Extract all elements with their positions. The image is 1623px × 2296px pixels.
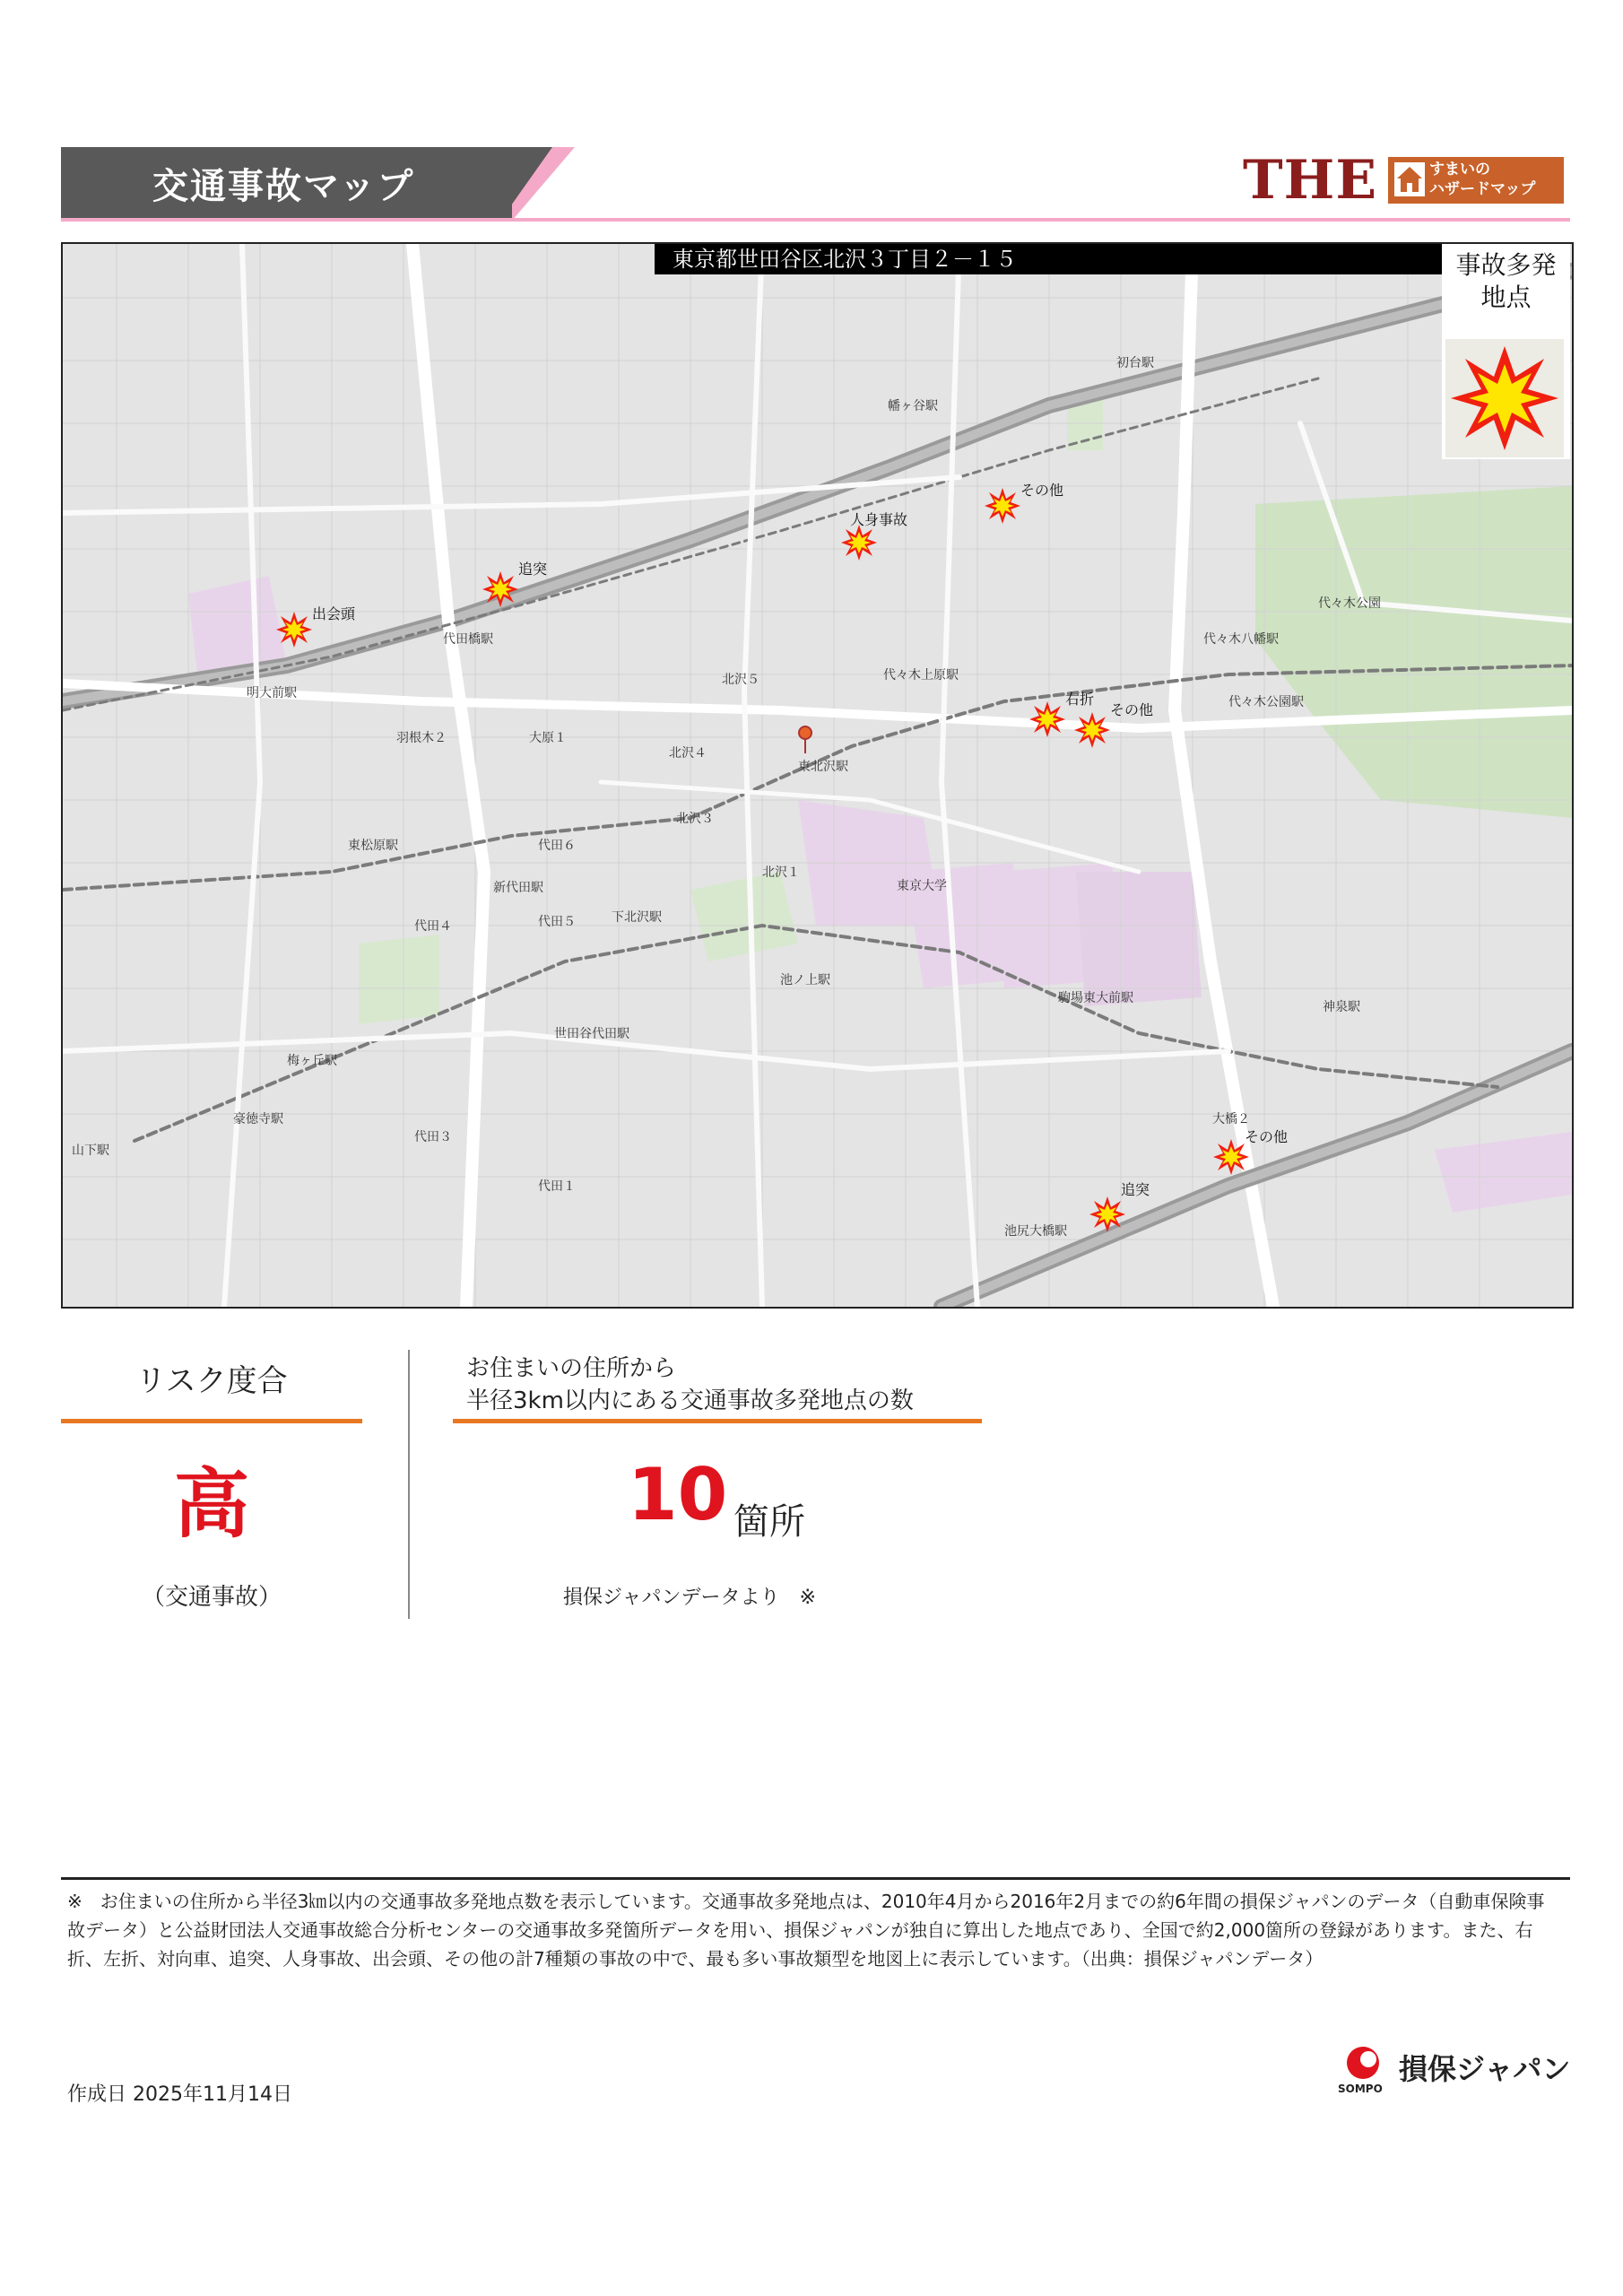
place-label: 大橋２ [1212, 1112, 1250, 1126]
count-title: お住まいの住所から 半径3km以内にある交通事故多発地点の数 [466, 1355, 914, 1414]
place-label: 代々木公園 [1318, 596, 1381, 611]
legend-icon-bg [1445, 339, 1564, 457]
accident-count: 10 [628, 1453, 728, 1536]
company-name: 損保ジャパン [1399, 2052, 1571, 2086]
accident-marker-icon [1028, 700, 1067, 739]
place-label: 大原１ [529, 731, 567, 745]
place-label: 代々木八幡駅 [1203, 632, 1279, 647]
accident-marker-label: 右折 [1065, 691, 1095, 708]
place-label: 池ノ上駅 [780, 973, 830, 987]
place-label: 駒場東大前駅 [1058, 991, 1133, 1005]
accident-marker-icon [1088, 1195, 1127, 1234]
accident-count-unit: 箇所 [733, 1501, 805, 1543]
footer-rule [61, 1877, 1570, 1880]
accident-marker-label: 追突 [1121, 1181, 1150, 1198]
brand-logo-subtitle: すまいの ハザードマップ [1429, 161, 1536, 198]
accident-marker-label: 人身事故 [850, 511, 908, 528]
summary-divider [408, 1350, 410, 1619]
count-underline [453, 1419, 982, 1423]
page-title: 交通事故マップ [152, 166, 415, 207]
place-label: 代田橋駅 [443, 632, 493, 647]
place-label: 代々木上原駅 [883, 668, 959, 683]
accident-marker-icon [1072, 710, 1112, 750]
place-label: 代々木公園駅 [1228, 695, 1304, 709]
risk-underline [61, 1419, 362, 1423]
place-label: 代田５ [538, 915, 576, 929]
accident-map[interactable] [61, 242, 1574, 1309]
company-name-en: SOMPO [1338, 2083, 1383, 2095]
place-label: 山下駅 [72, 1144, 109, 1158]
place-label: 東京大学 [897, 879, 947, 893]
accident-marker-icon [481, 570, 520, 609]
risk-note: （交通事故） [141, 1584, 282, 1611]
place-label: 代田６ [538, 839, 576, 853]
accident-marker-label: その他 [1110, 701, 1154, 718]
brand-logo: THE [1243, 149, 1378, 212]
accident-marker-label: 出会頭 [312, 605, 356, 622]
place-label: 梅ヶ丘駅 [287, 1054, 337, 1068]
place-label: 新代田駅 [493, 881, 543, 895]
place-label: 北沢４ [669, 746, 707, 761]
accident-marker-label: その他 [1245, 1128, 1289, 1145]
accident-marker-icon [983, 486, 1022, 526]
risk-title: リスク度合 [135, 1363, 288, 1399]
place-label: 東松原駅 [348, 839, 398, 853]
legend-label: 事故多発 地点 [1455, 250, 1557, 312]
place-label: 明大前駅 [247, 686, 297, 700]
accident-marker-icon [274, 610, 314, 649]
place-label: 北沢１ [762, 865, 800, 880]
place-label: 代田４ [414, 919, 452, 934]
header-accent-dark [500, 147, 552, 221]
park-hanegi [359, 935, 439, 1024]
count-source: 損保ジャパンデータより ※ [563, 1587, 816, 1609]
place-label: 初台駅 [1116, 356, 1154, 370]
place-label: 北沢３ [676, 812, 714, 826]
place-label: 世田谷代田駅 [554, 1027, 629, 1041]
accident-marker-label: その他 [1020, 482, 1064, 499]
accident-burst-icon [1445, 339, 1564, 457]
place-label: 北沢５ [722, 673, 759, 687]
place-label: 代田３ [414, 1130, 452, 1144]
place-label: 羽根木２ [396, 731, 447, 745]
place-label: 豪徳寺駅 [233, 1112, 283, 1126]
header-underline [61, 218, 1570, 222]
place-label: 神泉駅 [1323, 1000, 1360, 1014]
place-label: 池尻大橋駅 [1004, 1224, 1067, 1239]
place-label: 東北沢駅 [798, 760, 848, 774]
footer-note: ※ お住まいの住所から半径3㎞以内の交通事故多発地点数を表示しています。交通事故多発地点は、2010年4月から2016年2月までの約6年間の損保ジャパンのデータ（自動車保険事故データ）と公益財団法人交通事故総合分析センターの交通事故多発箇所データを用い、損保ジャパンが独自に算出した地点であり、全国で約2,000箇所の登録があります。また、右折、左折、対向車、追突、人身事故、出会頭、その他の計7種類の事故の中で、最も多い事故類型を地図上に表示しています。（出典：損保ジャパンデータ） [67, 1891, 1545, 1970]
place-label: 代田１ [538, 1179, 576, 1194]
sompo-logo-icon [1345, 2045, 1384, 2081]
created-date: 作成日 2025年11月14日 [67, 2083, 292, 2106]
place-label: 幡ヶ谷駅 [888, 399, 938, 413]
accident-marker-label: 追突 [518, 561, 548, 578]
address-bar: 東京都世田谷区北沢３丁目２－１５ [655, 244, 1444, 274]
risk-level: 高 [173, 1460, 249, 1548]
map-base [63, 244, 1572, 1307]
house-icon [1394, 162, 1425, 196]
place-label: 下北沢駅 [612, 910, 662, 925]
